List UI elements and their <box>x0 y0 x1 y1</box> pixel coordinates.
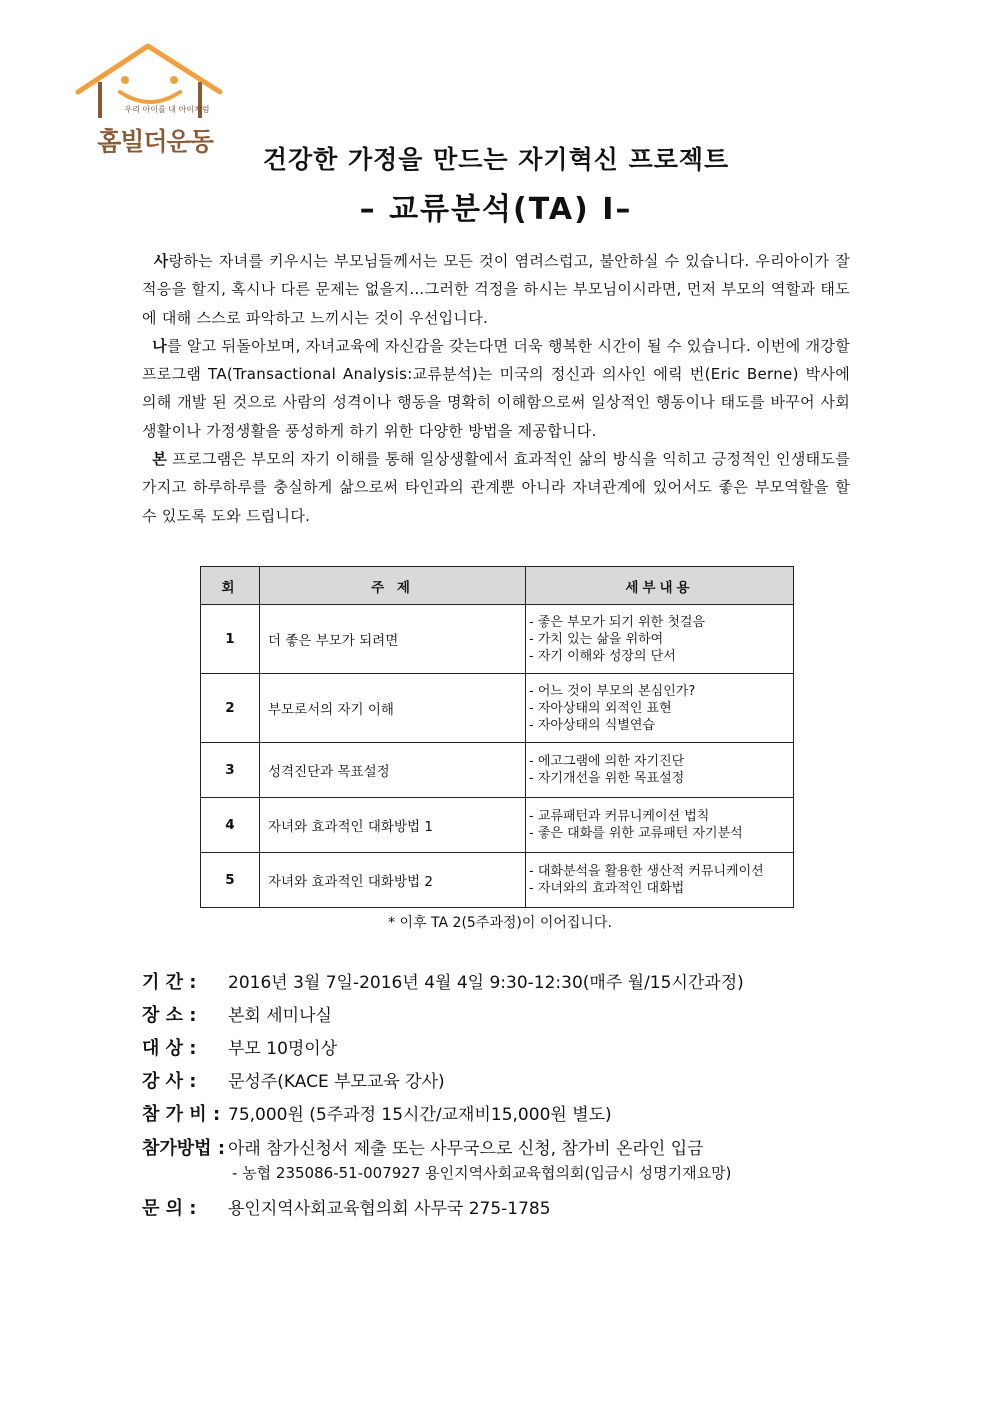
session-topic: 더 좋은 부모가 되려면 <box>260 605 526 674</box>
info-method <box>142 1134 704 1160</box>
logo-name: 홈빌더운동 <box>97 127 213 156</box>
info-value: 2016년 3월 7일-2016년 4월 4일 9:30-12:30(매주 월/15시간과정) <box>228 973 744 993</box>
detail-item: - 자기개선을 위한 목표설정 <box>529 771 685 786</box>
intro-body: 프로그램은 부모의 자기 이해를 통해 일상생활에서 효과적인 삶의 방식을 익히고 긍정적인 인생태도를 가지고 하루하루를 충실하게 삶으로써 타인과의 관계뿐 아니라 자녀관계에 있어서도 좋은 부모역할을 할 수 있도록 도와 드립니다. <box>142 450 850 525</box>
info-fee <box>142 1100 612 1126</box>
detail-item: - 좋은 대화를 위한 교류패턴 자기분석 <box>529 826 743 841</box>
info-value: 문성주(KACE 부모교육 강사) <box>228 1072 445 1092</box>
table-row <box>201 853 794 908</box>
info-period <box>142 968 744 994</box>
info-label: 대 상 : <box>142 1038 197 1059</box>
info-value: 본회 세미나실 <box>228 1006 332 1026</box>
info-label: 문 의 : <box>142 1198 197 1219</box>
intro-lead: 사 <box>153 252 169 270</box>
session-number: 1 <box>201 605 260 674</box>
table-note: * 이후 TA 2(5주과정)이 이어집니다. <box>388 915 612 931</box>
detail-item: - 대화분석을 활용한 생산적 커뮤니케이션 <box>529 864 764 879</box>
info-label: 기 간 : <box>142 972 197 993</box>
detail-item: - 자아상태의 외적인 표현 <box>529 700 672 716</box>
info-value: 부모 10명이상 <box>228 1039 338 1059</box>
info-value: 75,000원 (5주과정 15시간/교재비15,000원 별도) <box>228 1105 612 1125</box>
header-session: 회 <box>201 567 260 605</box>
intro-lead: 본 <box>152 450 168 469</box>
detail-item: - 자녀와의 효과적인 대화법 <box>529 881 685 896</box>
intro-text <box>142 247 850 530</box>
info-target <box>142 1034 337 1060</box>
table-row <box>201 743 794 798</box>
info-label: 강 사 : <box>142 1071 197 1092</box>
intro-paragraph <box>142 332 850 445</box>
intro-paragraph <box>142 445 850 530</box>
session-details <box>526 605 794 674</box>
info-value: 용인지역사회교육협의회 사무국 275-1785 <box>228 1199 551 1219</box>
intro-body: 랑하는 자녀를 키우시는 부모님들께서는 모든 것이 염려스럽고, 불안하실 수 있습니다. 우리아이가 잘 적응을 할지, 혹시나 다른 문제는 없을지…그러한 걱정을 하시는 부모님이시라면, 먼저 부모의 역할과 태도에 대해 스스로 파악하고 느끼시는 것이 우선입니다. <box>142 252 850 327</box>
session-topic: 자녀와 효과적인 대화방법 1 <box>260 798 526 853</box>
info-lecturer <box>142 1067 445 1093</box>
title-line2: – 교류분석(TA) Ⅰ– <box>359 192 633 227</box>
detail-item: - 자아상태의 식별연습 <box>529 717 655 733</box>
header-details: 세부내용 <box>526 567 794 605</box>
session-details <box>526 853 794 908</box>
table-header-row <box>201 567 794 605</box>
table-row <box>201 798 794 853</box>
session-number: 4 <box>201 798 260 853</box>
header-topic: 주 제 <box>260 567 526 605</box>
schedule-table <box>200 566 794 908</box>
session-number: 3 <box>201 743 260 798</box>
session-details <box>526 674 794 743</box>
detail-item: - 자기 이해와 성장의 단서 <box>529 648 676 664</box>
intro-lead: 나 <box>152 336 168 355</box>
table-row <box>201 605 794 674</box>
info-place <box>142 1001 332 1027</box>
intro-body: 를 알고 뒤돌아보며, 자녀교육에 자신감을 갖는다면 더욱 행복한 시간이 될 수 있습니다. 이번에 개강할 프로그램 TA(Transactional Analysis:교류분석)는 미국의 정신과 의사인 에릭 번(Eric Berne) 박사에 의해 개발 된 것으로 사람의 성격이나 행동을 명확히 이해함으로써 일상적인 행동이나 태도를 바꾸어 사회생활이나 가정생활을 풍성하게 하기 위한 다양한 방법을 제공합니다. <box>142 336 851 440</box>
detail-item: - 가치 있는 삶을 위하여 <box>529 631 664 647</box>
info-contact <box>142 1194 551 1220</box>
session-details <box>526 743 794 798</box>
table-row <box>201 674 794 743</box>
detail-item: - 어느 것이 부모의 본심인가? <box>529 683 696 699</box>
detail-item: - 에고그램에 의한 자기진단 <box>529 754 685 769</box>
detail-item: - 교류패턴과 커뮤니케이션 법칙 <box>529 809 710 824</box>
detail-item: - 좋은 부모가 되기 위한 첫걸음 <box>529 614 706 630</box>
info-label: 참가방법 : <box>142 1138 226 1159</box>
info-method-account: - 농협 235086-51-007927 용인지역사회교육협의회(입금시 성명기재요망) <box>232 1164 732 1182</box>
session-number: 2 <box>201 674 260 743</box>
title-line1: 건강한 가정을 만드는 자기혁신 프로젝트 <box>262 145 730 174</box>
session-topic: 부모로서의 자기 이해 <box>260 674 526 743</box>
logo-tagline: 우리 아이를 내 아이처럼 <box>124 105 210 114</box>
info-label: 장 소 : <box>142 1005 197 1026</box>
session-details <box>526 798 794 853</box>
session-topic: 성격진단과 목표설정 <box>260 743 526 798</box>
info-label: 참 가 비 : <box>142 1104 221 1125</box>
session-number: 5 <box>201 853 260 908</box>
intro-paragraph <box>142 247 850 332</box>
session-topic: 자녀와 효과적인 대화방법 2 <box>260 853 526 908</box>
info-value: 아래 참가신청서 제출 또는 사무국으로 신청, 참가비 온라인 입금 <box>228 1139 704 1159</box>
